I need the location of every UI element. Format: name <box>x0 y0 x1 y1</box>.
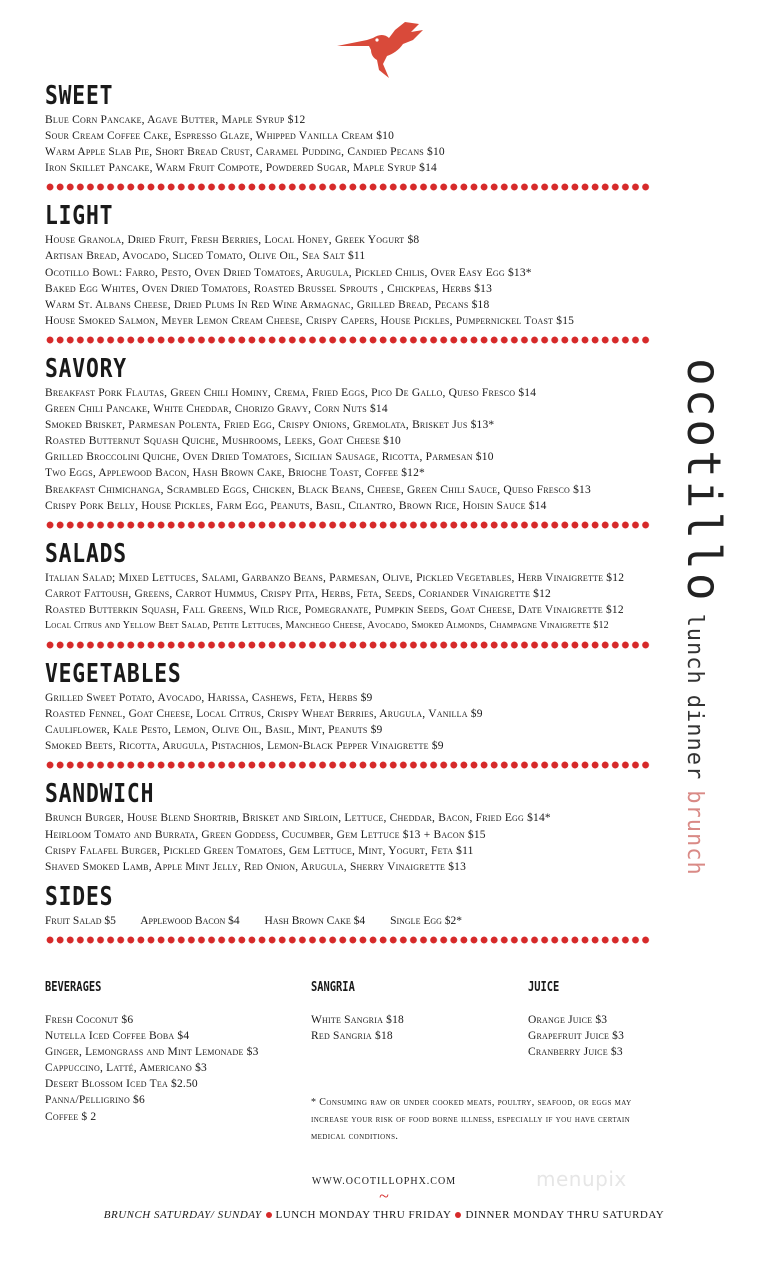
hours-dinner: DINNER MONDAY THRU SATURDAY <box>465 1209 665 1221</box>
beverages-title: BEVERAGES <box>45 980 102 995</box>
menu-item: Cappuccino, Latté, Americano $3 <box>45 1062 208 1075</box>
menu-item: Ginger, Lemongrass and Mint Lemonade $3 <box>45 1046 259 1059</box>
menu-item: Panna/Pelligrino $6 <box>45 1094 145 1107</box>
menu-item: Italian Salad; Mixed Lettuces, Salami, Garbanzo Beans, Parmesan, Olive, Pickled Vegetables, Herb Vinaigrette $12 <box>45 571 625 584</box>
menu-item: Roasted Butterkin Squash, Fall Greens, Wild Rice, Pomegranate, Pumpkin Seeds, Goat Cheese, Date Vinaigrette $12 <box>45 603 624 616</box>
menu-item: Smoked Brisket, Parmesan Polenta, Fried Egg, Crispy Onions, Gremolata, Brisket Jus $13* <box>45 419 495 432</box>
menu-item: Grilled Broccolini Quiche, Oven Dried Tomatoes, Sicilian Sausage, Ricotta, Parmesan $10 <box>45 451 494 464</box>
menu-item: Grapefruit Juice $3 <box>528 1030 625 1043</box>
section-title-sides: SIDES <box>45 881 114 912</box>
dotted-divider <box>45 640 651 650</box>
menu-item: Crispy Falafel Burger, Pickled Green Tomatoes, Gem Lettuce, Mint, Yogurt, Feta $11 <box>45 844 474 857</box>
menu-item: Single Egg $2* <box>390 914 463 927</box>
food-safety-notice: * Consuming raw or under cooked meats, poultry, seafood, or eggs may increase your risk of food borne illness, especially if you have certain medical conditions. <box>311 1097 632 1142</box>
watermark: menupix <box>536 1167 627 1191</box>
section-title-vegetables: VEGETABLES <box>45 659 182 690</box>
section-savory <box>45 385 655 514</box>
menu-item: Fruit Salad $5 <box>45 914 116 927</box>
hummingbird-icon <box>333 20 425 82</box>
menu-item: Iron Skillet Pancake, Warm Fruit Compote, Powdered Sugar, Maple Syrup $14 <box>45 162 437 175</box>
tilde-ornament: ~ <box>379 1186 389 1206</box>
menu-item: Blue Corn Pancake, Agave Butter, Maple Syrup $12 <box>45 114 306 126</box>
menu-item: Cranberry Juice $3 <box>528 1046 623 1059</box>
bullet-dot <box>455 1212 461 1218</box>
menu-item: Green Chili Pancake, White Cheddar, Chorizo Gravy, Corn Nuts $14 <box>45 403 388 416</box>
menu-item: Local Citrus and Yellow Beet Salad, Petite Lettuces, Manchego Cheese, Avocado, Smoked Almonds, Champagne Vinaigrette $12 <box>45 619 609 631</box>
menu-item: House Smoked Salmon, Meyer Lemon Cream Cheese, Crispy Capers, House Pickles, Pumpernickel Toast $15 <box>45 314 575 327</box>
menu-item: Desert Blossom Iced Tea $2.50 <box>45 1078 198 1091</box>
dotted-divider <box>45 760 651 770</box>
dotted-divider <box>45 935 651 945</box>
section-sides <box>45 913 655 929</box>
menu-item: House Granola, Dried Fruit, Fresh Berries, Local Honey, Greek Yogurt $8 <box>45 234 420 247</box>
section-sandwich <box>45 810 655 874</box>
menu-item: Artisan Bread, Avocado, Sliced Tomato, Olive Oil, Sea Salt $11 <box>45 250 366 263</box>
menu-item: Fresh Coconut $6 <box>45 1014 134 1026</box>
menu-item: Heirloom Tomato and Burrata, Green Goddess, Cucumber, Gem Lettuce $13 + Bacon $15 <box>45 828 486 841</box>
sangria-title: SANGRIA <box>311 980 355 995</box>
section-title-savory: SAVORY <box>45 353 127 384</box>
section-title-sandwich: SANDWICH <box>45 779 155 810</box>
menu-item: Baked Egg Whites, Oven Dried Tomatoes, Roasted Brussel Sprouts , Chickpeas, Herbs $13 <box>45 282 493 295</box>
dotted-divider <box>45 182 651 192</box>
menu-item: Roasted Fennel, Goat Cheese, Local Citrus, Crispy Wheat Berries, Arugula, Vanilla $9 <box>45 708 483 721</box>
bullet-dot <box>266 1212 272 1218</box>
menu-item: Orange Juice $3 <box>528 1014 608 1026</box>
menu-item: Hash Brown Cake $4 <box>264 914 366 927</box>
menu-item: Warm Apple Slab Pie, Short Bread Crust, Caramel Pudding, Candied Pecans $10 <box>45 146 445 159</box>
beverages-column <box>45 978 259 1125</box>
menu-item: Nutella Iced Coffee Boba $4 <box>45 1030 190 1043</box>
drinks-area <box>45 978 685 1148</box>
menu-item: Roasted Butternut Squash Quiche, Mushrooms, Leeks, Goat Cheese $10 <box>45 435 402 448</box>
meal-brunch: brunch <box>682 790 707 876</box>
meal-lunch: lunch <box>682 613 707 685</box>
menu-item: Coffee $ 2 <box>45 1110 97 1123</box>
menu-item: Crispy Pork Belly, House Pickles, Farm Egg, Peanuts, Basil, Cilantro, Brown Rice, Hoisin Sauce $14 <box>45 499 547 512</box>
section-title-sweet: SWEET <box>45 81 114 111</box>
brand-name: ocotillo <box>677 358 731 604</box>
hours-line <box>0 1209 768 1221</box>
dotted-divider <box>45 520 651 530</box>
menu-sections <box>45 80 655 953</box>
menu-item: Applewood Bacon $4 <box>140 914 240 927</box>
dotted-divider <box>45 335 651 345</box>
section-title-light: LIGHT <box>45 201 114 232</box>
menu-item: Cauliflower, Kale Pesto, Lemon, Olive Oil, Basil, Mint, Peanuts $9 <box>45 724 383 737</box>
menu-item: White Sangria $18 <box>311 1014 404 1026</box>
menu-item: Sour Cream Coffee Cake, Espresso Glaze, Whipped Vanilla Cream $10 <box>45 130 395 143</box>
menu-item: Red Sangria $18 <box>311 1030 393 1043</box>
menu-item: Breakfast Chimichanga, Scrambled Eggs, Chicken, Black Beans, Cheese, Green Chili Sauce, Queso Fresco $13 <box>45 483 591 496</box>
menu-item: Warm St. Albans Cheese, Dried Plums In Red Wine Armagnac, Grilled Bread, Pecans $18 <box>45 298 490 311</box>
menu-item: Brunch Burger, House Blend Shortrib, Brisket and Sirloin, Lettuce, Cheddar, Bacon, Fried Egg $14* <box>45 812 551 825</box>
menu-item: Breakfast Pork Flautas, Green Chili Hominy, Crema, Fried Eggs, Pico De Gallo, Queso Fresco $14 <box>45 386 537 399</box>
meal-dinner: dinner <box>682 694 707 781</box>
hours-lunch: LUNCH MONDAY THRU FRIDAY <box>275 1209 452 1221</box>
menu-item: Two Eggs, Applewood Bacon, Hash Brown Cake, Brioche Toast, Coffee $12* <box>45 467 426 480</box>
section-salads <box>45 570 655 634</box>
menu-item: Shaved Smoked Lamb, Apple Mint Jelly, Red Onion, Arugula, Sherry Vinaigrette $13 <box>45 860 467 873</box>
juice-title: JUICE <box>528 980 560 995</box>
menu-item: Carrot Fattoush, Greens, Carrot Hummus, Crispy Pita, Herbs, Feta, Seeds, Coriander Vinaigrette $12 <box>45 587 552 600</box>
side-label <box>677 358 731 876</box>
menu-item: Grilled Sweet Potato, Avocado, Harissa, Cashews, Feta, Herbs $9 <box>45 692 373 705</box>
section-light <box>45 232 655 329</box>
section-title-salads: SALADS <box>45 538 127 569</box>
juice-column <box>528 978 624 1060</box>
website-link[interactable]: WWW.OCOTILLOPHX.COM <box>311 1176 457 1187</box>
hours-brunch: BRUNCH SATURDAY/ SUNDAY <box>103 1209 262 1221</box>
section-sweet <box>45 112 655 176</box>
menu-item: Smoked Beets, Ricotta, Arugula, Pistachios, Lemon-Black Pepper Vinaigrette $9 <box>45 740 444 753</box>
sangria-column <box>311 978 404 1044</box>
section-vegetables <box>45 690 655 754</box>
menu-item: Ocotillo Bowl: Farro, Pesto, Oven Dried Tomatoes, Arugula, Pickled Chilis, Over Easy Egg $13* <box>45 266 532 279</box>
